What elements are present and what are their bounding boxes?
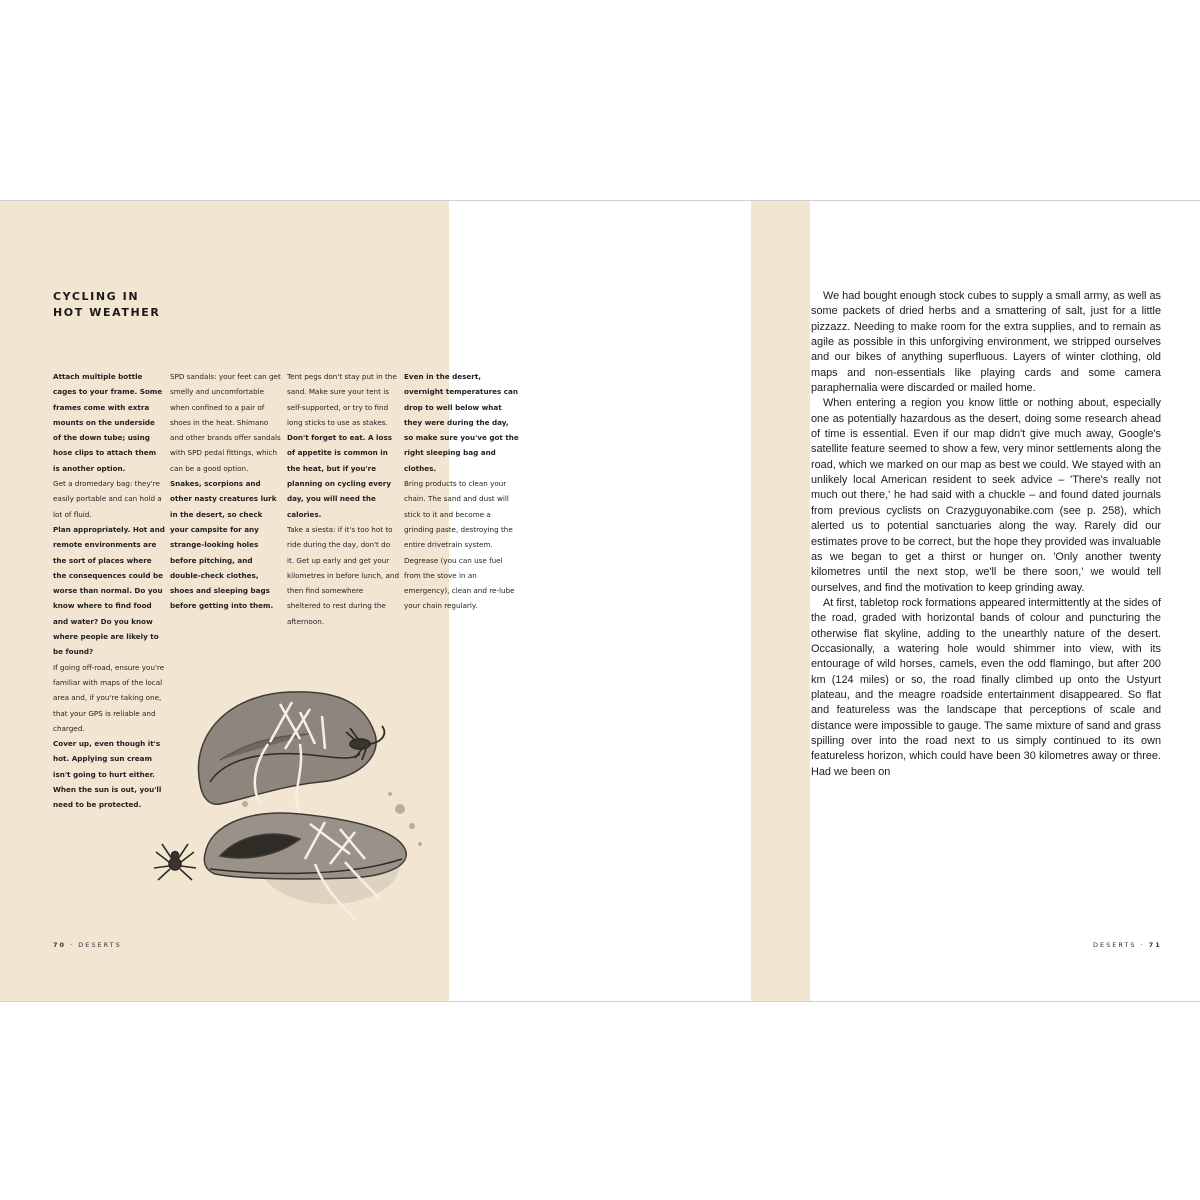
tip-paragraph: Tent pegs don't stay put in the sand. Make sure your tent is self-supported, or try to find long sticks to use as stakes. (287, 372, 397, 427)
sidebar-heading (53, 289, 253, 321)
tips-column-1 (53, 369, 165, 813)
tip-paragraph: Take a siesta: if it's too hot to ride during the day, don't do it. Get up early and get your kilometres in before lunch, and then find somewhere sheltered to rest during the afternoon. (287, 524, 400, 626)
heading-line-2: HOT WEATHER (53, 306, 161, 319)
heading-line-1: CYCLING IN (53, 290, 140, 303)
spider-icon (154, 844, 196, 880)
page-folio-left (53, 941, 122, 949)
tip-paragraph: Even in the desert, overnight temperatures can drop to well below what they were during the day, so make sure you've got the right sleeping bag and clothes. (404, 372, 519, 473)
page-folio-right (1093, 941, 1162, 949)
book-spread (0, 200, 1200, 1002)
body-paragraph: When entering a region you know little or nothing about, especially one as potentially hazardous as the desert, doing some research ahead of time is essential. Even if our map didn't give much away, Google's satellite feature seemed to show a few, very minor settlements along the road, which we marked on our map as best we could. We stayed with an unlikely local American resident to seek advice – 'There's really not much out there,' he had said with a chuckle – and found dated journals from previous cyclists on Crazyguyonabike.com (see p. 258), which alerted us to potential sanctuaries along the way. Rarely did our estimates prove to be correct, but the hope they provided was invaluable as we began to get a thirst or hunger on. 'Only another twenty kilometres until the next stop, we'll be there soon,' we would tell ourselves, and find the motivation to keep grinding away. (811, 397, 1161, 594)
tip-paragraph: If going off-road, ensure you're familiar with maps of the local area and, if you're taking one, that your GPS is reliable and charged. (53, 662, 165, 733)
cycling-shoes-illustration (150, 664, 440, 924)
tips-column-4 (404, 369, 520, 614)
body-paragraph: We had bought enough stock cubes to supply a small army, as well as some packets of dried herbs and a smattering of salt, just for a little pizzazz. Needing to make room for the extra supplies, and to remain as agile as possible in this unforgiving environment, we stripped ourselves and our bikes of anything superfluous. Layers of winter clothing, old maps and non-essentials like playing cards and some camera paraphernalia were discarded or mailed home. (811, 290, 1161, 395)
page-number-left: 70 (53, 941, 67, 949)
right-page-body-text (811, 289, 1161, 780)
tips-column-3 (287, 369, 399, 629)
body-paragraph: At first, tabletop rock formations appeared intermittently at the sides of the road, graded with horizontal bands of colour and puncturing the otherwise flat skyline, adding to the unearthly nature of the desert. Occasionally, a watering hole would shimmer into view, with its entourage of wild horses, camels, even the odd flamingo, but after 200 km (124 miles) or so, the road finally climbed up onto the Ustyurt plateau, and the meagre roadside entertainment disappeared. So flat and featureless was the landscape that perceptions of scale and distance were impossible to gauge. The same mixture of sand and grass spilling over into the road next to us simply continued to its own featureless horizon, which could have been 30 kilometres away or three. Had we been on (811, 596, 1161, 778)
tip-paragraph: Cover up, even though it's hot. Applying sun cream isn't going to hurt either. When the sun is out, you'll need to be protected. (53, 739, 162, 810)
tip-paragraph: SPD sandals: your feet can get smelly and uncomfortable when confined to a pair of shoes in the heat. Shimano and other brands offer sandals with SPD pedal fittings, which can be a good option. (170, 372, 281, 473)
page-number-right: 71 (1148, 941, 1162, 949)
tip-paragraph: Don't forget to eat. A loss of appetite is common in the heat, but if you're planning on cycling every day, you will need the calories. (287, 433, 393, 519)
right-page-tint-strip (751, 201, 810, 1001)
tip-paragraph: Get a dromedary bag: they're easily portable and can hold a lot of fluid. (53, 479, 162, 519)
tip-paragraph: Attach multiple bottle cages to your frame. Some frames come with extra mounts on the underside of the down tube; using hose clips to attach them is another option. (53, 372, 163, 473)
tip-paragraph: Plan appropriately. Hot and remote environments are the sort of places where the consequences could be worse than normal. Do you know where to find food and water? Do you know where people are likely to be found? (53, 524, 165, 657)
lower-shoe (204, 813, 406, 879)
tip-paragraph: Bring products to clean your chain. The sand and dust will stick to it and become a grinding paste, destroying the entire drivetrain system. Degrease (you can use fuel from the stove in an emergency), clean and re-lube your chain regularly. (404, 479, 515, 611)
tip-paragraph: Snakes, scorpions and other nasty creatures lurk in the desert, so check your campsite for any strange-looking holes before pitching, and double-check clothes, shoes and sleeping bags before getting into them. (170, 479, 277, 611)
section-name-left: · DESERTS (70, 941, 122, 949)
tips-column-2 (170, 369, 282, 614)
section-name-right: DESERTS · (1093, 941, 1145, 949)
